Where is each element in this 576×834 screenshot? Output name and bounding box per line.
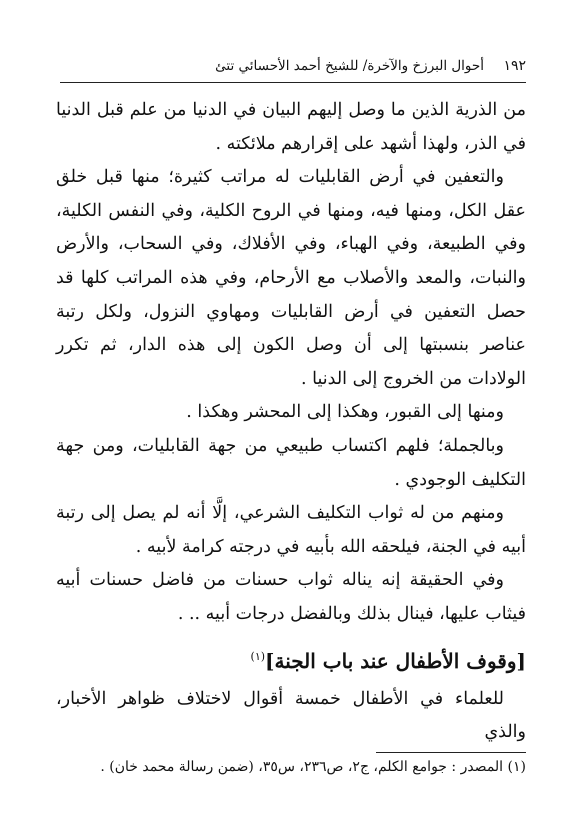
paragraph: والتعفين في أرض القابليات له مراتب كثيرة؛ منها قبل خلق عقل الكل، ومنها فيه، ومنها في الروح الكلية، وفي النفس الكلية، وفي الطبيعة، وفي الهباء، وفي الأفلاك، وفي السحاب، والأرض والنبات، والمعد والأصلاب مع الأرحام، وفي هذه المراتب كلها قد حصل التعفين في أرض القابليات ومهاوي النزول، ولكل رتبة عناصر بنسبتها إلى أن وصل الكون إلى هذه الدار، ثم تكرر الولادات من الخروج إلى الدنيا . xyxy=(56,167,526,389)
page-header xyxy=(60,58,526,80)
paragraph: وبالجملة؛ فلهم اكتساب طبيعي من جهة القابليات، ومن جهة التكليف الوجودي . xyxy=(56,435,526,490)
paragraph: وفي الحقيقة إنه يناله ثواب حسنات من فاضل حسنات أبيه فيثاب عليها، فينال بذلك وبالفضل درجات أبيه .. . xyxy=(56,570,526,624)
paragraph: للعلماء في الأطفال خمسة أقوال لاختلاف ظواهر الأخبار، والذي xyxy=(56,688,526,743)
paragraph-continuation: من الذرية الذين ما وصل إليهم البيان في الدنيا من علم قبل الدنيا في الذر، ولهذا أشهد على إقرارهم ملائكته . xyxy=(56,100,526,154)
footnote: (١) المصدر : جوامع الكلم، ج٢، ص٢٣٦، س٣٥، (ضمن رسالة محمد خان) . xyxy=(100,759,526,775)
paragraph: ومنها إلى القبور، وهكذا إلى المحشر وهكذا . xyxy=(186,402,504,423)
running-title: أحوال البرزخ والآخرة/ للشيخ أحمد الأحسائي تتئ xyxy=(215,58,484,74)
paragraph: ومنهم من له ثواب التكليف الشرعي، إلَّا أنه لم يصل إلى رتبة أبيه في الجنة، فيلحقه الله بأبيه في درجته كرامة لأبيه . xyxy=(56,503,526,557)
header-rule xyxy=(60,82,526,83)
footnote-reference-mark: (١) xyxy=(250,649,266,663)
section-heading-text: [وقوف الأطفال عند باب الجنة] xyxy=(265,648,526,673)
page-number: ١٩٢ xyxy=(503,58,526,74)
section-heading xyxy=(56,635,526,683)
footnote-rule xyxy=(376,752,526,753)
body-text xyxy=(56,94,526,750)
